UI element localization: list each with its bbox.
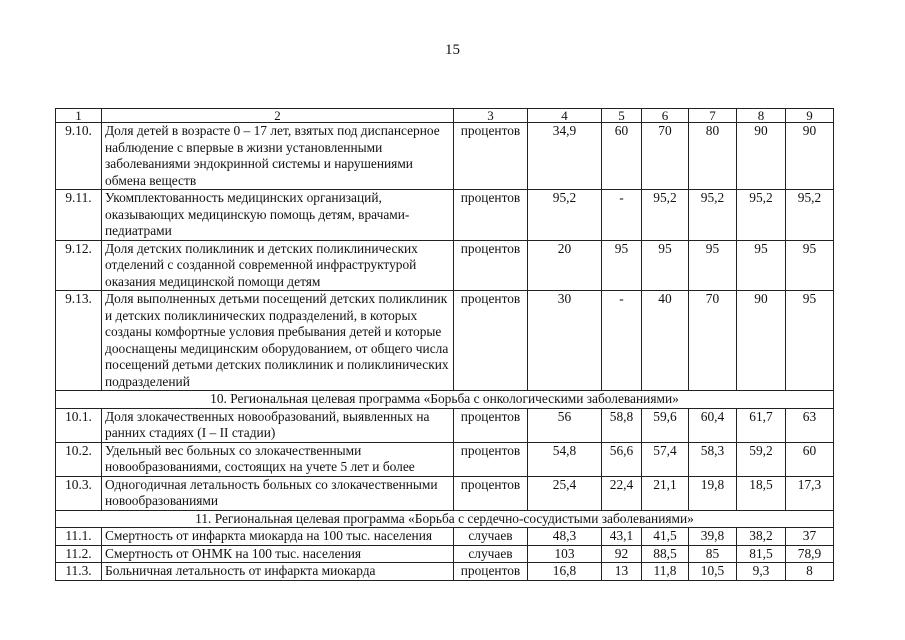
value-cell: 70 (642, 123, 689, 190)
value-cell: 90 (737, 291, 786, 391)
indicator-name: Смертность от ОНМК на 100 тыс. населения (102, 545, 454, 563)
unit-cell: процентов (454, 442, 528, 476)
table-row (56, 476, 834, 510)
row-number: 9.11. (56, 190, 102, 241)
header-cell: 5 (602, 109, 642, 123)
row-number: 10.2. (56, 442, 102, 476)
section-title: 10. Региональная целевая программа «Борьба с онкологическими заболеваниями» (56, 391, 834, 409)
value-cell: 59,2 (737, 442, 786, 476)
table-row (56, 123, 834, 190)
row-number: 11.2. (56, 545, 102, 563)
row-number: 9.10. (56, 123, 102, 190)
table-row (56, 408, 834, 442)
table-row (56, 563, 834, 581)
value-cell: - (602, 291, 642, 391)
value-cell: 58,8 (602, 408, 642, 442)
value-cell: 37 (786, 528, 834, 546)
value-cell: 92 (602, 545, 642, 563)
value-cell: 56 (528, 408, 602, 442)
table-row (56, 545, 834, 563)
value-cell: 41,5 (642, 528, 689, 546)
header-cell: 8 (737, 109, 786, 123)
section-row (56, 510, 834, 528)
value-cell: 20 (528, 240, 602, 291)
value-cell: 13 (602, 563, 642, 581)
value-cell: 95 (602, 240, 642, 291)
value-cell: 95 (642, 240, 689, 291)
indicator-name: Больничная летальность от инфаркта миокарда (102, 563, 454, 581)
indicators-table (55, 108, 834, 581)
header-cell: 3 (454, 109, 528, 123)
value-cell: 90 (737, 123, 786, 190)
value-cell: 63 (786, 408, 834, 442)
indicator-name: Смертность от инфаркта миокарда на 100 тыс. населения (102, 528, 454, 546)
table-row (56, 442, 834, 476)
value-cell: 16,8 (528, 563, 602, 581)
indicator-name: Доля детей в возрасте 0 – 17 лет, взятых под диспансерное наблюдение с впервые в жизни установленными заболеваниями эндокринной системы и нарушениями обмена веществ (102, 123, 454, 190)
value-cell: 95 (737, 240, 786, 291)
unit-cell: процентов (454, 408, 528, 442)
indicator-name: Укомплектованность медицинских организаций, оказывающих медицинскую помощь детям, врачами-педиатрами (102, 190, 454, 241)
value-cell: 19,8 (689, 476, 737, 510)
header-cell: 4 (528, 109, 602, 123)
section-row (56, 391, 834, 409)
row-number: 10.3. (56, 476, 102, 510)
row-number: 10.1. (56, 408, 102, 442)
value-cell: 70 (689, 291, 737, 391)
header-row (56, 109, 834, 123)
indicator-name: Доля детских поликлиник и детских поликлинических отделений с созданной современной инфраструктурой оказания медицинской помощи детям (102, 240, 454, 291)
value-cell: 95 (786, 240, 834, 291)
unit-cell: процентов (454, 240, 528, 291)
value-cell: 59,6 (642, 408, 689, 442)
indicator-name: Доля выполненных детьми посещений детских поликлиник и детских поликлинических подразделений, в которых созданы комфортные условия пребывания детей и которые дооснащены медицинским оборудованием, от общего числа посещений детьми детских поликлиник и поликлинических подразделений (102, 291, 454, 391)
unit-cell: процентов (454, 190, 528, 241)
value-cell: 90 (786, 123, 834, 190)
value-cell: 22,4 (602, 476, 642, 510)
value-cell: 85 (689, 545, 737, 563)
unit-cell: случаев (454, 545, 528, 563)
indicator-name: Доля злокачественных новообразований, выявленных на ранних стадиях (I – II стадии) (102, 408, 454, 442)
value-cell: 11,8 (642, 563, 689, 581)
value-cell: 88,5 (642, 545, 689, 563)
value-cell: 34,9 (528, 123, 602, 190)
value-cell: 95 (786, 291, 834, 391)
page-number: 15 (445, 42, 460, 58)
indicator-name: Удельный вес больных со злокачественными новообразованиями, состоящих на учете 5 лет и более (102, 442, 454, 476)
value-cell: 60 (602, 123, 642, 190)
value-cell: 43,1 (602, 528, 642, 546)
value-cell: 78,9 (786, 545, 834, 563)
value-cell: 21,1 (642, 476, 689, 510)
value-cell: 60,4 (689, 408, 737, 442)
value-cell: 8 (786, 563, 834, 581)
unit-cell: процентов (454, 123, 528, 190)
value-cell: 9,3 (737, 563, 786, 581)
header-cell: 9 (786, 109, 834, 123)
value-cell: 40 (642, 291, 689, 391)
row-number: 9.13. (56, 291, 102, 391)
row-number: 9.12. (56, 240, 102, 291)
value-cell: 25,4 (528, 476, 602, 510)
value-cell: 10,5 (689, 563, 737, 581)
unit-cell: процентов (454, 291, 528, 391)
value-cell: 30 (528, 291, 602, 391)
value-cell: 56,6 (602, 442, 642, 476)
header-cell: 7 (689, 109, 737, 123)
row-number: 11.1. (56, 528, 102, 546)
value-cell: 95,2 (528, 190, 602, 241)
table-row (56, 291, 834, 391)
value-cell: 95,2 (642, 190, 689, 241)
header-cell: 1 (56, 109, 102, 123)
unit-cell: процентов (454, 476, 528, 510)
value-cell: 48,3 (528, 528, 602, 546)
value-cell: 95,2 (737, 190, 786, 241)
indicator-name: Одногодичная летальность больных со злокачественными новообразованиями (102, 476, 454, 510)
value-cell: 39,8 (689, 528, 737, 546)
row-number: 11.3. (56, 563, 102, 581)
value-cell: 61,7 (737, 408, 786, 442)
value-cell: 95,2 (786, 190, 834, 241)
value-cell: 103 (528, 545, 602, 563)
table-row (56, 528, 834, 546)
table-row (56, 240, 834, 291)
value-cell: 17,3 (786, 476, 834, 510)
value-cell: 60 (786, 442, 834, 476)
value-cell: 54,8 (528, 442, 602, 476)
unit-cell: случаев (454, 528, 528, 546)
value-cell: 95 (689, 240, 737, 291)
value-cell: 80 (689, 123, 737, 190)
value-cell: 18,5 (737, 476, 786, 510)
table-row (56, 190, 834, 241)
value-cell: 38,2 (737, 528, 786, 546)
unit-cell: процентов (454, 563, 528, 581)
value-cell: 95,2 (689, 190, 737, 241)
header-cell: 2 (102, 109, 454, 123)
value-cell: 58,3 (689, 442, 737, 476)
section-title: 11. Региональная целевая программа «Борьба с сердечно-сосудистыми заболеваниями» (56, 510, 834, 528)
header-cell: 6 (642, 109, 689, 123)
value-cell: - (602, 190, 642, 241)
value-cell: 81,5 (737, 545, 786, 563)
value-cell: 57,4 (642, 442, 689, 476)
